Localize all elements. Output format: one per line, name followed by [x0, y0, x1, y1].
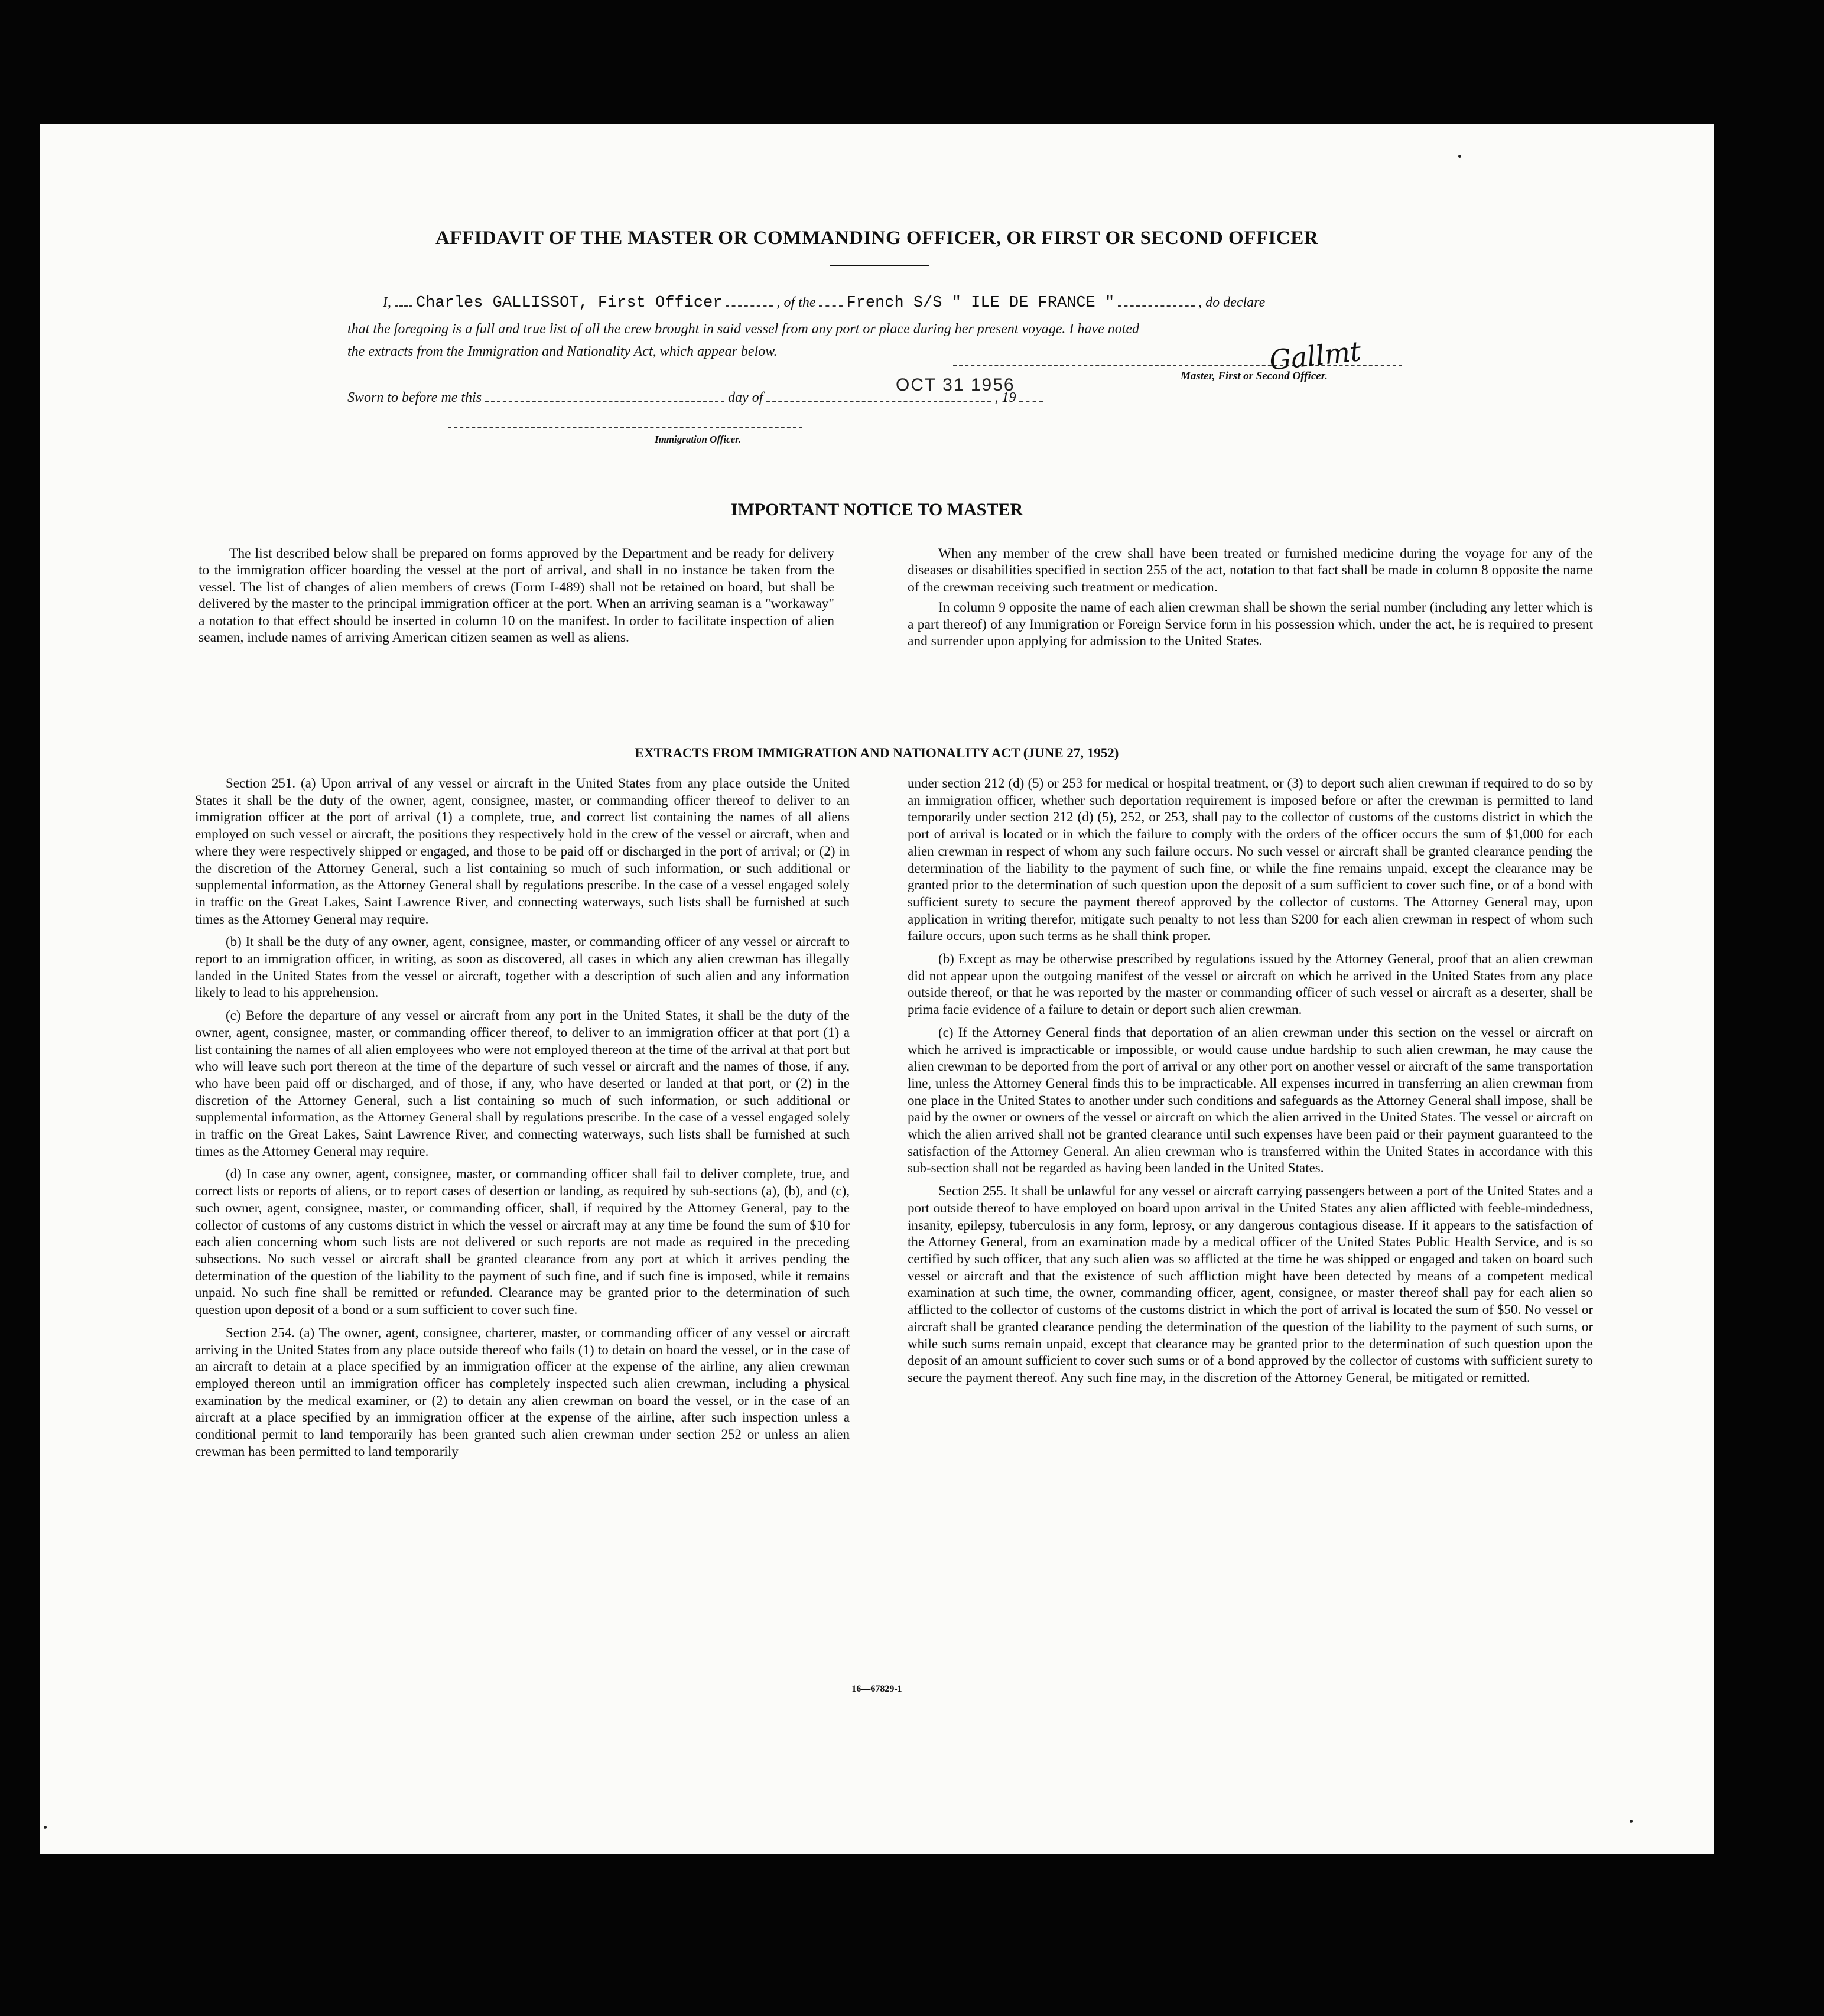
notice-left-column [199, 545, 834, 646]
vessel-name: French S/S " ILE DE FRANCE " [846, 294, 1115, 312]
declarant-name: Charles GALLISSOT, First Officer [416, 294, 723, 312]
extracts-left-column [195, 775, 850, 1460]
do-declare-label: , do declare [1198, 295, 1266, 310]
statement-line-2: that the foregoing is a full and true list of all the crew brought in said vessel from any port or place during her present voyage. I have noted [347, 321, 1140, 337]
dust-speck [1458, 155, 1461, 158]
form-code: 16—67829-1 [851, 1684, 902, 1694]
declaration-line [383, 294, 1265, 312]
affidavit-document [40, 124, 1714, 1854]
signature-caption [1181, 370, 1328, 383]
notice-right-paragraph-2: In column 9 opposite the name of each alien crewman shall be shown the serial number (including any letter which is a part thereof) of any Immigration or Foreign Service form in his possession which, under the act, he is required to present and surrender upon applying for admission to the United States. [908, 600, 1593, 649]
dust-speck [44, 1826, 47, 1829]
extract-paragraph: (b) It shall be the duty of any owner, agent, consignee, master, or commanding officer of any vessel or aircraft to report to an immigration officer, in writing, as soon as discovered, all cases in which any alien crewman has illegally landed in the United States from the vessel or aircraft, together with a description of such alien and any information likely to lead to his apprehension. [195, 934, 850, 1000]
affidavit-title: AFFIDAVIT OF THE MASTER OR COMMANDING OFFICER, OR FIRST OR SECOND OFFICER [435, 227, 1319, 249]
struck-master-label: Master, [1181, 370, 1215, 382]
extracts-right-column [908, 775, 1593, 1387]
extract-paragraph: Section 255. It shall be unlawful for any vessel or aircraft carrying passengers between a port of the United States and a port outside thereof to have employed on board upon arrival in the United States any alien afflicted with feeble-mindedness, insanity, epilepsy, tuberculosis in any form, leprosy, or any dangerous contagious disease. If it appears to the satisfaction of the Attorney General, from an examination made by a medical officer of the United States Public Health Service, and is so certified by such officer, that any such alien was so afflicted at the time he was shipped or engaged and taken on board such vessel or aircraft and that the existence of such affliction might have been detected by means of a competent medical examination at such time, the owner, commanding officer, agent, consignee, or master thereof shall pay for each alien so afflicted to the collector of customs of the customs district in which the port of arrival is located the sum of $50. No vessel or aircraft shall be granted clearance pending the determination of the question of the liability to the payment of such sums, or while such sums remain unpaid, except that clearance may be granted prior to the determination of such question upon the deposit of an amount sufficient to cover such sums or of a bond approved by the collector of customs with sufficient surety to secure the payment thereof. Any such fine may, in the discretion of the Attorney General, be mitigated or remitted. [908, 1183, 1593, 1385]
extract-paragraph: Section 254. (a) The owner, agent, consignee, charterer, master, or commanding officer of any vessel or aircraft arriving in the United States from any place outside thereof who fails (1) to detain on board the vessel, or in the case of an aircraft to detain at a place specified by an immigration officer at the expense of the airline, any alien crewman employed thereon until an immigration officer has completely inspected such alien crewman, including a physical examination by the medical examiner, or (2) to detain any alien crewman on board the vessel, or in the case of an aircraft at a place specified by an immigration officer at the expense of the airline, after such inspection unless a conditional permit to land temporarily has been granted such alien crewman under section 252 or unless an alien crewman has been permitted to land temporarily [195, 1325, 850, 1459]
extracts-heading: EXTRACTS FROM IMMIGRATION AND NATIONALITY ACT (JUNE 27, 1952) [635, 746, 1119, 760]
of-the-label: , of the [776, 295, 816, 310]
sworn-label: Sworn to before me this [347, 390, 482, 405]
dust-speck [1630, 1820, 1633, 1823]
statement-line-3: the extracts from the Immigration and Nationality Act, which appear below. [347, 344, 778, 359]
extract-paragraph: (d) In case any owner, agent, consignee, master, or commanding officer shall fail to deliver complete, true, and correct lists or reports of aliens, or to report cases of desertion or landing, as required by sub-sections (a), (b), and (c), such owner, agent, consignee, master, or commanding officer, shall, if required by the Attorney General, pay to the collector of customs of any customs district in which the vessel or aircraft may at any time be found the sum of $10 for each alien concerning whom such lists are not delivered or such reports are not made as required in the preceding subsections. No such vessel or aircraft shall be granted clearance from any port at which it arrives pending the determination of the question of the liability to the payment of such fine, and if such fine is imposed, while it remains unpaid. No such fine shall be remitted or refunded. Clearance may be granted prior to the determination of such question upon deposit of a bond or a sum sufficient to cover such fine. [195, 1166, 850, 1318]
extract-paragraph: under section 212 (d) (5) or 253 for medical or hospital treatment, or (3) to deport such alien crewman if required to do so by an immigration officer, whether such deportation requirement is imposed before or after the crewman is permitted to land temporarily under section 212 (d) (5), 252, or 253, shall pay to the collector of customs of the customs district in which the port of arrival is located or in which the failure to comply with the orders of the officer occurs the sum of $1,000 for each alien crewman in respect of whom any such failure occurs. No such vessel or aircraft shall be granted clearance pending the determination of the liability to the payment of such fine, or while the fine remains unpaid, except the clearance may be granted prior to the determination of such question upon the deposit of a sum sufficient to cover such fine, or of a bond with sufficient surety to secure the payment thereof approved by the collector of customs. The Attorney General may, upon application in writing therefor, mitigate such penalty to not less than $200 for each alien crewman in respect of whom such failure occurs, upon such terms as he shall think proper. [908, 776, 1593, 944]
notice-heading: IMPORTANT NOTICE TO MASTER [730, 500, 1023, 519]
declarant-prefix: I, [383, 295, 391, 310]
officer-title-label: First or Second Officer. [1218, 370, 1328, 382]
master-signature: Gallmt [1267, 335, 1363, 376]
day-of-label: day of [728, 390, 763, 405]
year-label: , 19 [994, 390, 1016, 405]
extract-paragraph: (c) Before the departure of any vessel or aircraft from any port in the United States, it shall be the duty of the owner, agent, consignee, master, or commanding officer thereof, to deliver to an immigration officer at that port (1) a list containing the names of all alien employees who were not employed thereon at the time of the arrival at that port but who will leave such port thereon at the time of the departure of such vessel or aircraft and the names of those, if any, who have been paid off or discharged, and of those, if any, who have deserted or landed at that port, or (2) in the discretion of the Attorney General, such a list containing so much of such information, or such additional or supplemental information, as the Attorney General shall by regulations prescribe. In the case of a vessel engaged solely in traffic on the Great Lakes, Saint Lawrence River, and connecting waterways, such lists shall be furnished at such times as the Attorney General may require. [195, 1008, 850, 1159]
notice-right-column [908, 545, 1593, 649]
immigration-officer-line [448, 427, 802, 428]
immigration-officer-caption: Immigration Officer. [655, 434, 742, 445]
extract-paragraph: (b) Except as may be otherwise prescribed by regulations issued by the Attorney General, proof that an alien crewman did not appear upon the outgoing manifest of the vessel or aircraft on which he arrived in the United States from any place outside thereof, or that he was reported by the master or commanding officer of such vessel or aircraft as a deserter, shall be prima facie evidence of a failure to detain or deport such alien crewman. [908, 951, 1593, 1017]
extract-paragraph: (c) If the Attorney General finds that deportation of an alien crewman under this section on the vessel or aircraft on which he arrived is impracticable or impossible, or would cause undue hardship to such alien crewman, he may cause the alien crewman to be deported from the port of arrival or any other port on another vessel or aircraft of the same transportation line, unless the Attorney General finds this to be impracticable. All expenses incurred in transferring an alien crewman from one place in the United States to another under such conditions and safeguards as the Attorney General shall impose, shall be paid by the owner or owners of the vessel or aircraft on which the alien arrived in the United States. The vessel or aircraft on which the alien arrived shall not be granted clearance until such expenses have been paid or their payment guaranteed to the satisfaction of the Attorney General. An alien crewman who is transferred within the United States in accordance with this sub-section shall not be regarded as having been landed in the United States. [908, 1025, 1593, 1176]
title-divider [830, 265, 929, 266]
date-stamp: OCT 31 1956 [896, 375, 1015, 395]
notice-right-paragraph-1: When any member of the crew shall have been treated or furnished medicine during the voyage for any of the diseases or disabilities specified in section 255 of the act, notation to that fact shall be made in column 8 opposite the name of the crewman receiving such treatment or medication. [908, 546, 1593, 595]
extract-paragraph: Section 251. (a) Upon arrival of any vessel or aircraft in the United States from any place outside the United States it shall be the duty of the owner, agent, consignee, master, or commanding officer thereof to deliver to an immigration officer at the port of arrival (1) a complete, true, and correct list containing the names of all aliens employed on such vessel or aircraft, the positions they respectively hold in the crew of the vessel or aircraft, when and where they were respectively shipped or engaged, and those to be paid off or discharged in the port of arrival; or (2) in the discretion of the Attorney General, such a list containing so much of such information, or such additional or supplemental information, as the Attorney General shall by regulations prescribe. In the case of a vessel engaged solely in traffic on the Great Lakes, Saint Lawrence River, and connecting waterways, such lists shall be furnished at such times as the Attorney General may require. [195, 776, 850, 926]
notice-left-paragraph: The list described below shall be prepared on forms approved by the Department and be ready for delivery to the immigration officer boarding the vessel at the port of arrival, and shall in no instance be taken from the vessel. The list of changes of alien members of crews (Form I-489) shall not be retained on board, but shall be delivered by the master to the principal immigration officer at the port. When an arriving seaman is a "workaway" a notation to that effect should be inserted in column 10 on the manifest. In order to facilitate inspection of alien seamen, include names of arriving American citizen seamen as well as aliens. [199, 546, 834, 646]
